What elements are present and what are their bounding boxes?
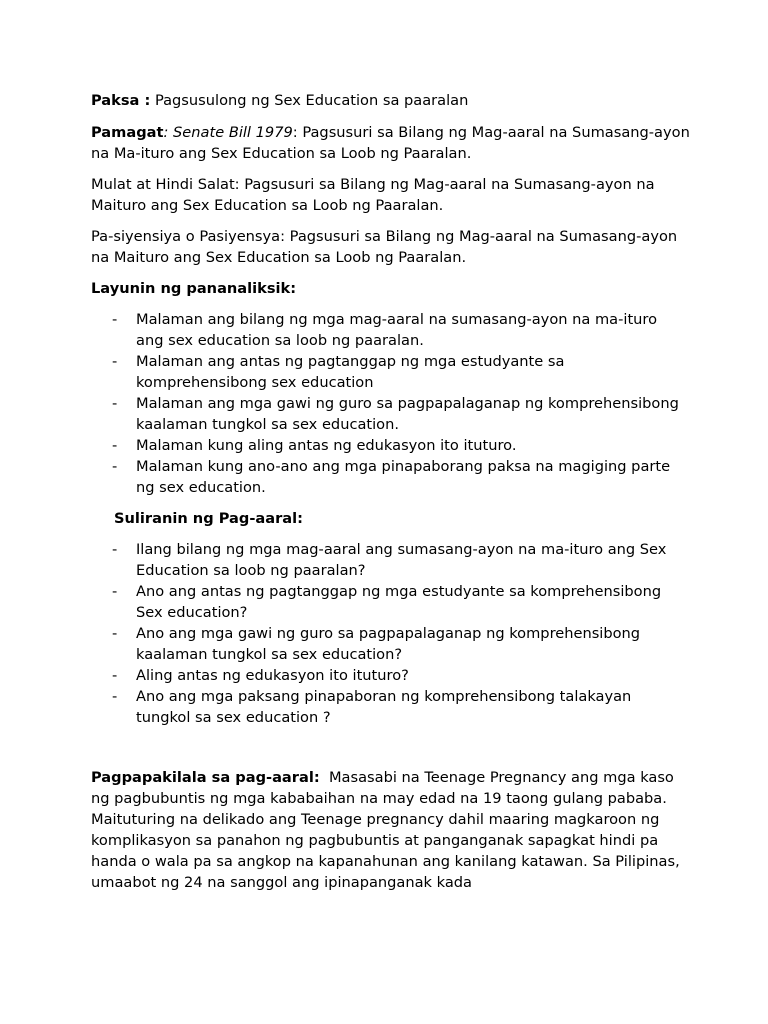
- list-marker: -: [112, 437, 118, 454]
- list-marker: -: [112, 458, 118, 475]
- pamagat-paragraph: [91, 122, 691, 164]
- list-item: - Malaman ang antas ng pagtanggap ng mga estudyante sa komprehensibong sex education: [112, 353, 565, 391]
- list-item: - Aling antas ng edukasyon ito ituturo?: [112, 667, 409, 684]
- pagpapakilala-text: Masasabi na Teenage Pregnancy ang mga kaso ng pagbubuntis ng mga kababaihan na may edad na 19 taong gulang pababa. Maituturing na delikado ang Teenage pregnancy dahil maaring magkaroon ng komplikasyon sa panahon ng pagbubuntis at panganganak sapagkat hindi pa handa o wala pa sa angkop na kapanahunan ang kanilang katawan. Sa Pilipinas, umaabot ng 24 na sanggol ang ipinapanganak kada: [91, 769, 680, 891]
- list-marker: -: [112, 667, 118, 684]
- list-marker: -: [112, 688, 118, 705]
- list-item: - Malaman kung ano-ano ang mga pinapaborang paksa na magiging parte ng sex education.: [112, 458, 671, 496]
- paksa-paragraph: [91, 90, 691, 111]
- list-item: - Malaman ang bilang ng mga mag-aaral na sumasang-ayon na ma-ituro ang sex education sa loob ng paaralan.: [112, 311, 658, 349]
- pagpapakilala-label: Pagpapakilala sa pag-aaral:: [91, 769, 320, 786]
- list-marker: -: [112, 625, 118, 642]
- paksa-text: Pagsusulong ng Sex Education sa paaralan: [154, 92, 469, 109]
- mulat-paragraph: Mulat at Hindi Salat: Pagsusuri sa Bilang ng Mag-aaral na Sumasang-ayon na Maituro ang Sex Education sa Loob ng Paaralan.: [91, 176, 655, 214]
- layunin-list: [0, 309, 700, 498]
- pamagat-label: Pamagat: [91, 124, 164, 141]
- list-item: - Ano ang antas ng pagtanggap ng mga estudyante sa komprehensibong Sex education?: [112, 583, 662, 621]
- list-marker: -: [112, 353, 118, 370]
- paksa-label: Paksa :: [91, 92, 151, 109]
- pasiyensiya-paragraph: Pa-siyensiya o Pasiyensya: Pagsusuri sa Bilang ng Mag-aaral na Sumasang-ayon na Maituro ang Sex Education sa Loob ng Paaralan.: [91, 228, 678, 266]
- layunin-heading: Layunin ng pananaliksik:: [91, 280, 297, 297]
- list-marker: -: [112, 541, 118, 558]
- list-item: - Ilang bilang ng mga mag-aaral ang sumasang-ayon na ma-ituro ang Sex Education sa loob ng paaralan?: [112, 541, 667, 579]
- list-marker: -: [112, 395, 118, 412]
- list-item: - Malaman ang mga gawi ng guro sa pagpapalaganap ng komprehensibong kaalaman tungkol sa sex education.: [112, 395, 679, 433]
- list-item: - Malaman kung aling antas ng edukasyon ito ituturo.: [112, 437, 517, 454]
- pamagat-bill: : Senate Bill 1979: [163, 124, 293, 141]
- suliranin-list: [0, 539, 700, 728]
- pagpapakilala-paragraph: [91, 767, 681, 893]
- suliranin-heading: Suliranin ng Pag-aaral:: [114, 510, 303, 527]
- list-item: - Ano ang mga gawi ng guro sa pagpapalaganap ng komprehensibong kaalaman tungkol sa sex education?: [112, 625, 641, 663]
- pamagat-text: : Pagsusuri sa Bilang ng Mag-aaral na Sumasang-ayon na Ma-ituro ang Sex Education sa Loob ng Paaralan.: [91, 124, 690, 162]
- list-item: - Ano ang mga paksang pinapaboran ng komprehensibong talakayan tungkol sa sex education ?: [112, 688, 632, 726]
- list-marker: -: [112, 311, 118, 328]
- list-marker: -: [112, 583, 118, 600]
